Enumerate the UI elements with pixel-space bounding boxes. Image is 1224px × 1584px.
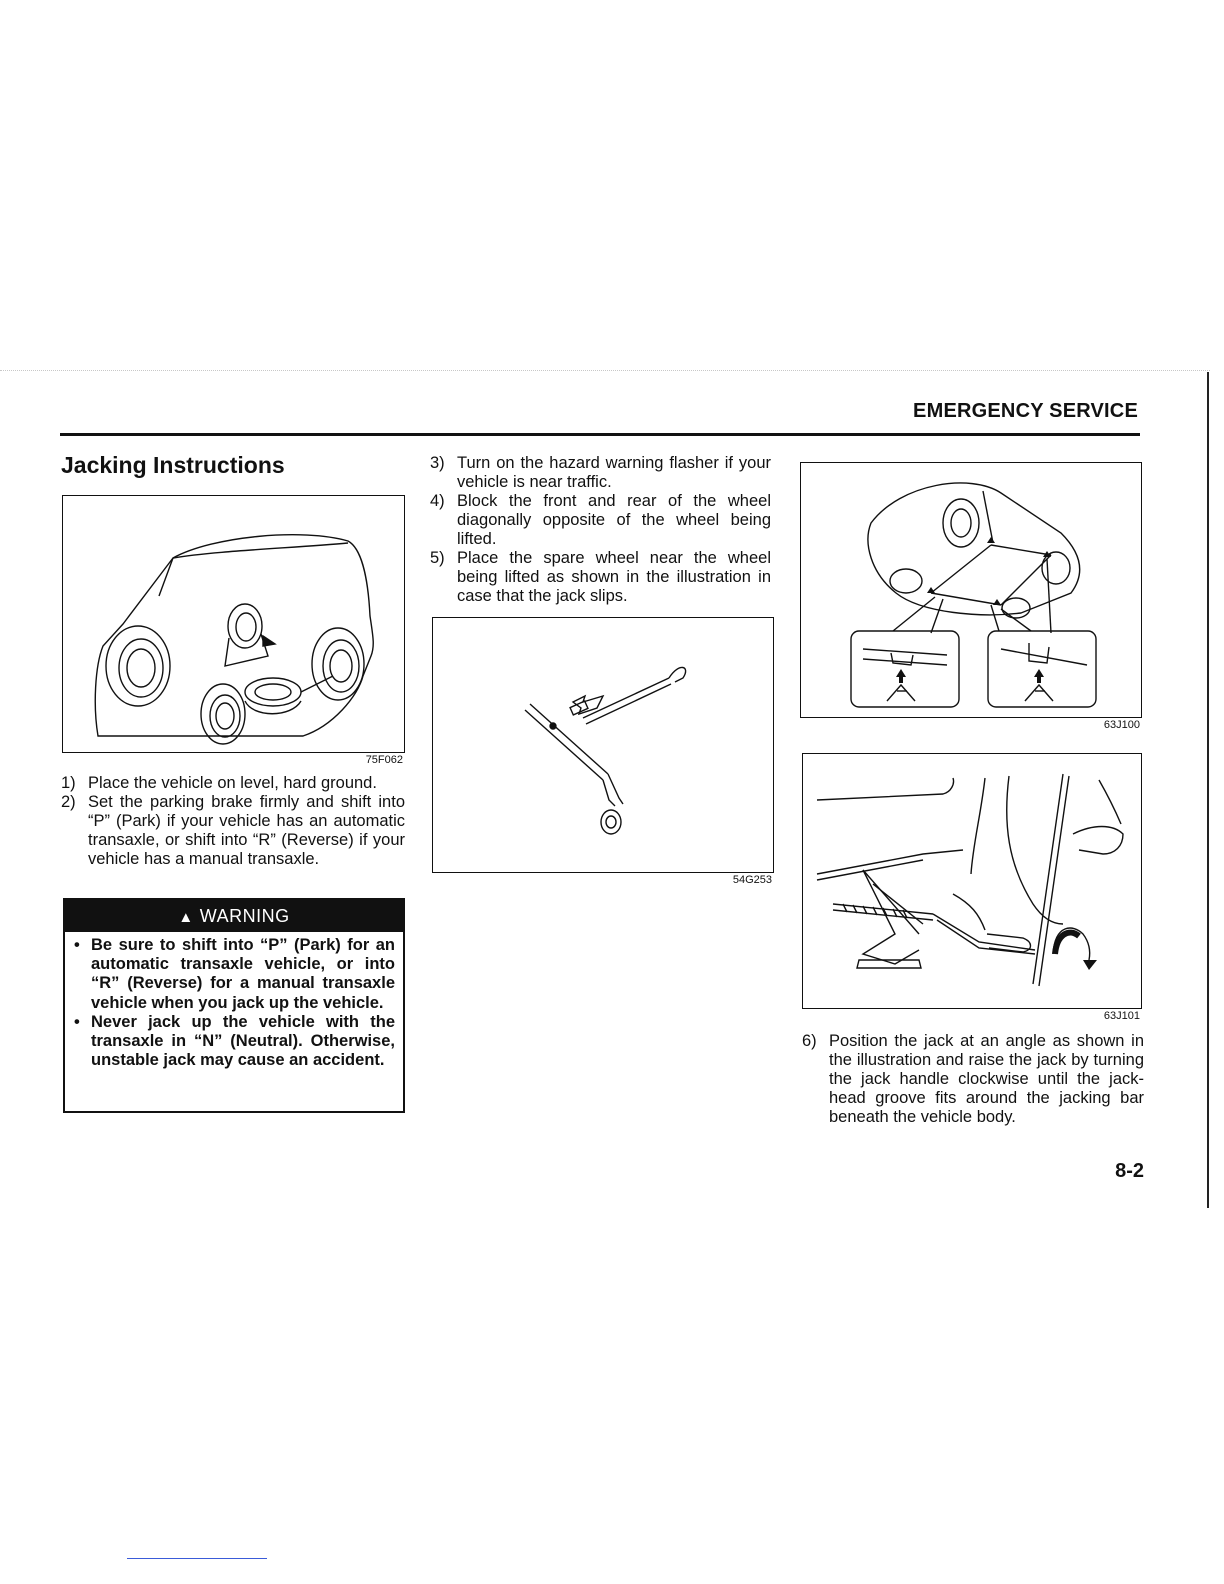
figure-jack-raise bbox=[802, 753, 1142, 1009]
section-title: EMERGENCY SERVICE bbox=[913, 400, 1138, 422]
binder-edge bbox=[1207, 372, 1209, 1208]
step-item: 6) Position the jack at an angle as shown in the illustration and raise the jack by turning the jack handle clockwise until the jack-head groove fits around the jacking bar beneath the vehicle body. bbox=[802, 1032, 1144, 1126]
header-rule bbox=[60, 433, 1140, 436]
figure-code-63J100: 63J100 bbox=[1103, 719, 1140, 731]
figure-jack-handle bbox=[432, 617, 774, 873]
step-item: 5) Place the spare wheel near the wheel being lifted as shown in the illustration in case that the jack slips. bbox=[430, 549, 771, 605]
warning-list bbox=[65, 932, 403, 1070]
figure-jacking-points bbox=[800, 462, 1142, 718]
steps-right bbox=[802, 1032, 1144, 1127]
warning-bullet: • Never jack up the vehicle with the transaxle in “N” (Neutral). Otherwise, unstable jack may cause an accident. bbox=[74, 1012, 395, 1070]
jack-handle-illustration bbox=[433, 618, 773, 872]
figure-vehicle-wheels bbox=[62, 495, 405, 753]
figure-code-54G253: 54G253 bbox=[732, 874, 772, 886]
figure-code-63J101: 63J101 bbox=[1103, 1010, 1140, 1022]
step-item: 3) Turn on the hazard warning flasher if your vehicle is near traffic. bbox=[430, 454, 771, 491]
scan-artifact-line bbox=[0, 370, 1210, 371]
steps-middle bbox=[430, 454, 771, 606]
page-heading: Jacking Instructions bbox=[61, 452, 285, 478]
warning-triangle-icon: ▲ bbox=[178, 909, 194, 926]
page-number: 8-2 bbox=[1115, 1160, 1144, 1182]
jacking-points-illustration bbox=[801, 463, 1141, 717]
warning-box bbox=[63, 898, 405, 1113]
vehicle-illustration bbox=[63, 496, 404, 752]
step-item: 1) Place the vehicle on level, hard ground. bbox=[61, 774, 377, 792]
steps-left bbox=[61, 774, 405, 869]
figure-code-75F062: 75F062 bbox=[365, 754, 403, 766]
footer-rule bbox=[127, 1558, 267, 1559]
warning-header bbox=[65, 900, 403, 932]
warning-title: WARNING bbox=[199, 906, 290, 926]
step-item: 2) Set the parking brake firmly and shift into “P” (Park) if your vehicle has an automatic transaxle, or shift into “R” (Reverse) if your vehicle has a manual transaxle. bbox=[61, 793, 405, 868]
warning-bullet: • Be sure to shift into “P” (Park) for an automatic transaxle vehicle, or into “R” (Reverse) for a manual transaxle vehicle when you jack up the vehicle. bbox=[74, 936, 395, 1012]
jack-raise-illustration bbox=[803, 754, 1141, 1008]
step-item: 4) Block the front and rear of the wheel diagonally opposite of the wheel being lifted. bbox=[430, 492, 771, 548]
